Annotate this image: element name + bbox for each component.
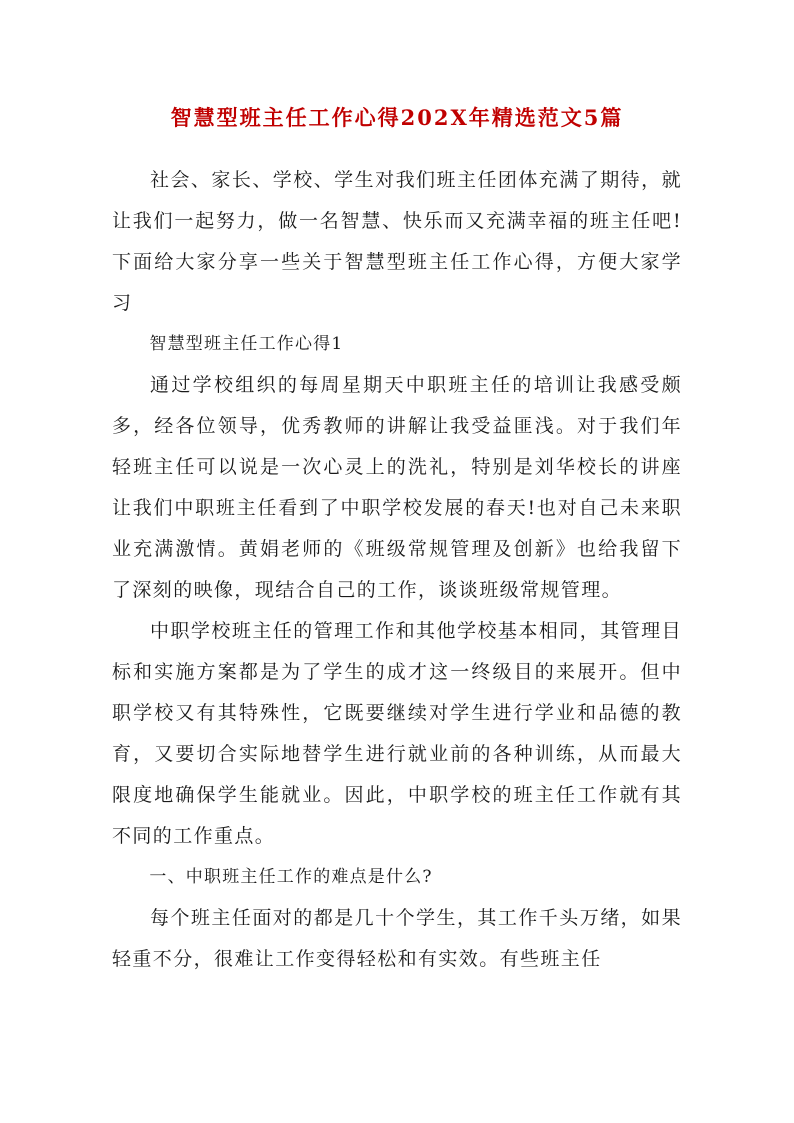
- subheading-1: 一、中职班主任工作的难点是什么?: [149, 867, 433, 887]
- intro-paragraph: 社会、家长、学校、学生对我们班主任团体充满了期待，就让我们一起努力，做一名智慧、快乐而又充满幸福的班主任吧!下面给大家分享一些关于智慧型班主任工作心得，方便大家学习: [112, 169, 682, 314]
- section-heading: 智慧型班主任工作心得1: [149, 334, 344, 354]
- body-paragraph-2: 中职学校班主任的管理工作和其他学校基本相同，其管理目标和实施方案都是为了学生的成才这一终级目的来展开。但中职学校又有其特殊性，它既要继续对学生进行学业和品德的教育，又要切合实际地替学生进行就业前的各种训练，从而最大限度地确保学生能就业。因此，中职学校的班主任工作就有其不同的工作重点。: [112, 620, 682, 847]
- body-paragraph-1: 通过学校组织的每周星期天中职班主任的培训让我感受颇多，经各位领导，优秀教师的讲解让我受益匪浅。对于我们年轻班主任可以说是一次心灵上的洗礼，特别是刘华校长的讲座让我们中职班主任看到了中职学校发展的春天!也对自己未来职业充满激情。黄娟老师的《班级常规管理及创新》也给我留下了深刻的映像，现结合自己的工作，谈谈班级常规管理。: [112, 374, 682, 601]
- body-paragraph-3: 每个班主任面对的都是几十个学生，其工作千头万绪，如果轻重不分，很难让工作变得轻松和有实效。有些班主任: [112, 907, 682, 970]
- document-title: 智慧型班主任工作心得202X年精选范文5篇: [170, 105, 624, 130]
